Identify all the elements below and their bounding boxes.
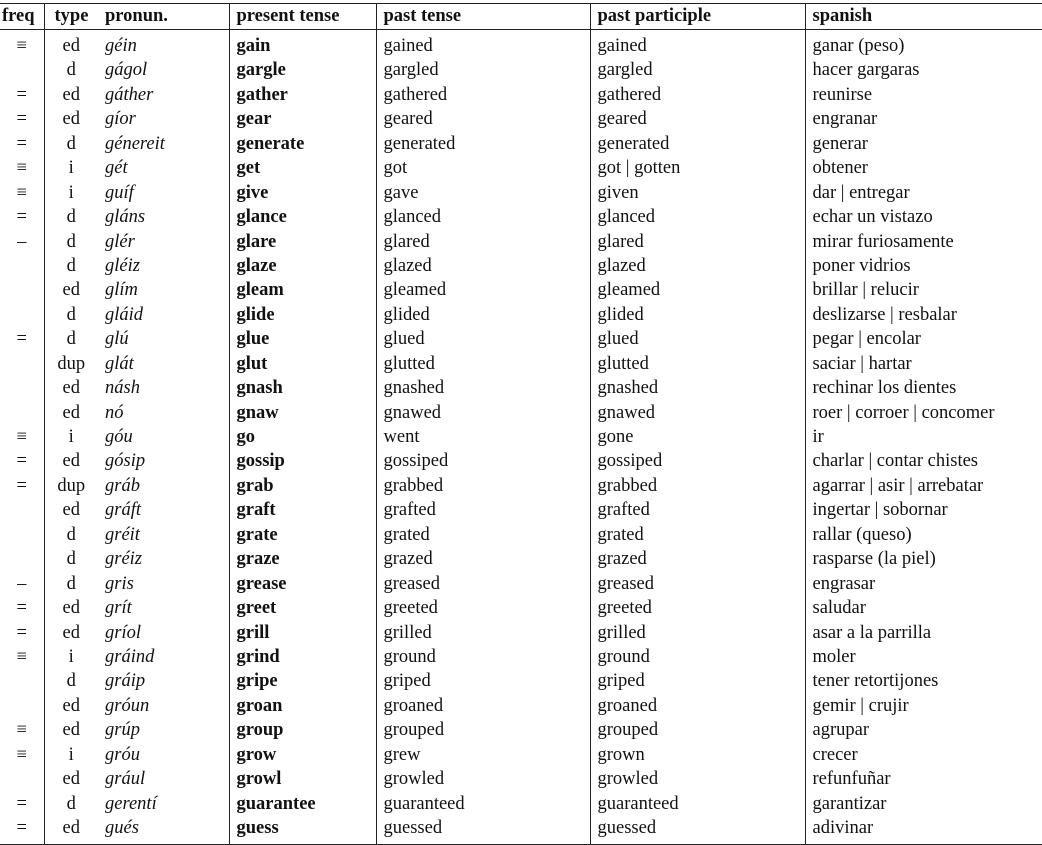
cell-present-tense: glaze [229,254,376,278]
cell-pronunciation: gét [98,156,229,180]
cell-freq: = [0,83,44,107]
cell-past-tense: grazed [376,547,590,571]
cell-past-participle: grated [590,523,805,547]
cell-present-tense: groan [229,694,376,718]
cell-spanish: agrupar [812,720,869,741]
cell-type: dup [57,353,86,374]
cell-type: ed [62,500,80,521]
cell-past-tense: gnawed [376,401,590,425]
cell-type: d [66,524,76,545]
cell-past-participle: given [590,181,805,205]
cell-past-participle: glanced [590,205,805,229]
cell-type: d [66,549,76,570]
cell-spanish: hacer gargaras [812,60,920,81]
cell-past-tense: glutted [376,352,590,376]
table-row [0,401,1042,425]
cell-freq: = [0,132,44,156]
cell-type: d [66,255,76,276]
table-row [0,743,1042,767]
cell-spanish: saludar [812,598,866,619]
cell-freq: ≡ [0,645,44,669]
cell-spanish: gemir | crujir [812,695,909,716]
cell-type: ed [62,769,80,790]
cell-type: d [66,671,76,692]
cell-past-tense: gleamed [376,278,590,302]
cell-present-tense: glance [229,205,376,229]
table-row [0,132,1042,156]
cell-type: ed [44,816,98,845]
table-row [0,327,1042,351]
cell-past-participle: griped [590,669,805,693]
cell-past-tense: grilled [376,621,590,645]
cell-past-participle: geared [590,107,805,131]
cell-past-tense: grated [376,523,590,547]
cell-freq [0,58,44,82]
table-row [0,498,1042,522]
cell-present-tense: glut [229,352,376,376]
cell-present-tense: gear [229,107,376,131]
cell-present-tense: glare [229,230,376,254]
table-row [0,156,1042,180]
cell-present-tense: gleam [229,278,376,302]
verb-conjugation-table [0,3,1042,845]
cell-spanish: generar [812,133,868,154]
cell-pronunciation: gráb [98,474,229,498]
header-past-participle: past participle [590,4,805,30]
cell-pronunciation: glát [98,352,229,376]
cell-present-tense: grab [229,474,376,498]
cell-pronunciation: gerentí [98,792,229,816]
table-row [0,547,1042,571]
cell-past-participle: glazed [590,254,805,278]
cell-present-tense: graft [229,498,376,522]
table-row [0,449,1042,473]
cell-pronunciation: gráip [98,669,229,693]
cell-past-tense: growled [376,767,590,791]
table-row [0,596,1042,620]
cell-type: ed [62,402,80,423]
cell-type: d [66,207,76,228]
cell-past-participle: gossiped [590,449,805,473]
cell-freq: ≡ [0,718,44,742]
header-past-tense: past tense [376,4,590,30]
cell-pronunciation: gráind [98,645,229,669]
table-row [0,694,1042,718]
cell-freq [0,401,44,425]
cell-past-participle: got | gotten [590,156,805,180]
table-row [0,352,1042,376]
table-row [0,83,1042,107]
cell-pronunciation: góu [98,425,229,449]
cell-freq: = [0,621,44,645]
cell-type: i [68,158,74,179]
cell-past-tense: grafted [376,498,590,522]
cell-past-participle: glutted [590,352,805,376]
cell-pronunciation: gláns [98,205,229,229]
cell-spanish: pegar | encolar [812,329,921,350]
cell-pronunciation: gráft [98,498,229,522]
header-spanish: spanish [805,4,1042,30]
table-row [0,30,1042,59]
cell-freq [0,376,44,400]
table-row [0,816,1042,845]
cell-past-tense: grew [376,743,590,767]
cell-freq: ≡ [0,30,44,59]
cell-present-tense: go [229,425,376,449]
table-row [0,278,1042,302]
cell-pronunciation: gués [98,816,229,845]
cell-spanish: crecer [812,744,858,765]
table-row [0,645,1042,669]
cell-past-tense: guaranteed [376,792,590,816]
cell-freq: = [0,816,44,845]
cell-spanish: adivinar [805,816,1042,845]
cell-freq [0,547,44,571]
cell-freq [0,254,44,278]
cell-spanish: ir [812,427,824,447]
cell-past-participle: gathered [590,83,805,107]
cell-past-tense: ground [376,645,590,669]
cell-pronunciation: grául [98,767,229,791]
cell-spanish: rechinar los dientes [812,378,957,399]
cell-past-participle: gnawed [590,401,805,425]
cell-present-tense: gain [229,30,376,59]
cell-past-tense: glided [376,303,590,327]
cell-spanish: ganar (peso) [812,36,905,56]
cell-present-tense: glue [229,327,376,351]
cell-freq: ≡ [0,181,44,205]
cell-type: d [66,304,76,325]
cell-pronunciation: gláid [98,303,229,327]
cell-freq: = [0,327,44,351]
header-type: type [44,4,98,30]
cell-pronunciation: glú [98,327,229,351]
table-row [0,181,1042,205]
table-row [0,376,1042,400]
cell-freq [0,669,44,693]
cell-past-tense: geared [376,107,590,131]
table-row [0,572,1042,596]
cell-present-tense: grill [229,621,376,645]
table-row [0,523,1042,547]
cell-spanish: dar | entregar [812,182,910,203]
cell-freq [0,278,44,302]
cell-type: d [66,133,76,154]
table-row [0,254,1042,278]
cell-type: ed [62,378,80,399]
cell-type: ed [62,622,80,643]
table-row [0,718,1042,742]
cell-past-participle: growled [590,767,805,791]
cell-past-participle: glued [590,327,805,351]
cell-type: d [66,231,76,252]
cell-spanish: reunirse [812,84,873,105]
cell-pronunciation: gáther [98,83,229,107]
cell-pronunciation: génereit [98,132,229,156]
cell-past-participle: grilled [590,621,805,645]
cell-pronunciation: géin [98,30,229,59]
table-row [0,107,1042,131]
cell-past-participle: grouped [590,718,805,742]
cell-spanish: obtener [812,158,868,179]
cell-present-tense: gather [229,83,376,107]
cell-spanish: refunfuñar [812,769,891,790]
cell-past-tense: grouped [376,718,590,742]
cell-past-participle: grazed [590,547,805,571]
cell-freq: = [0,596,44,620]
table-row [0,303,1042,327]
table-row [0,205,1042,229]
cell-freq: ≡ [0,743,44,767]
cell-past-participle: ground [590,645,805,669]
cell-spanish: mirar furiosamente [812,231,954,252]
cell-spanish: brillar | relucir [812,280,919,301]
cell-type: ed [62,451,80,472]
cell-pronunciation: guíf [98,181,229,205]
cell-freq: = [0,205,44,229]
cell-type: ed [62,280,80,301]
cell-past-participle: greeted [590,596,805,620]
cell-spanish: rasparse (la piel) [812,549,936,570]
cell-past-tense: guessed [376,816,590,845]
cell-present-tense: growl [229,767,376,791]
cell-pronunciation: gríol [98,621,229,645]
table-row [0,230,1042,254]
cell-spanish: roer | corroer | concomer [812,402,995,423]
cell-type: i [68,646,74,667]
cell-past-participle: grown [590,743,805,767]
cell-spanish: echar un vistazo [812,207,933,228]
cell-present-tense: grow [229,743,376,767]
cell-freq [0,767,44,791]
cell-freq [0,523,44,547]
cell-spanish: agarrar | asir | arrebatar [812,475,984,496]
table-row [0,767,1042,791]
header-row [0,4,1042,30]
cell-pronunciation: gris [98,572,229,596]
cell-type: ed [62,84,80,105]
cell-past-tense: groaned [376,694,590,718]
cell-present-tense: gnaw [229,401,376,425]
cell-past-tense: gained [376,30,590,59]
cell-past-participle: greased [590,572,805,596]
cell-type: ed [62,36,80,56]
cell-pronunciation: grít [98,596,229,620]
cell-past-tense: gargled [376,58,590,82]
cell-freq [0,694,44,718]
cell-spanish: ingertar | sobornar [812,500,948,521]
cell-type: i [68,427,74,447]
cell-past-tense: glued [376,327,590,351]
cell-pronunciation: nó [98,401,229,425]
cell-past-participle: gained [590,30,805,59]
cell-past-tense: glanced [376,205,590,229]
cell-spanish: moler [812,646,856,667]
cell-past-participle: grafted [590,498,805,522]
cell-pronunciation: gréiz [98,547,229,571]
cell-present-tense: group [229,718,376,742]
cell-type: d [66,793,76,814]
cell-past-participle: groaned [590,694,805,718]
cell-pronunciation: násh [98,376,229,400]
cell-past-participle: glared [590,230,805,254]
cell-past-participle: gnashed [590,376,805,400]
cell-type: ed [62,598,80,619]
cell-type: i [68,182,74,203]
cell-pronunciation: gágol [98,58,229,82]
cell-past-participle: generated [590,132,805,156]
table-body [0,30,1042,845]
cell-pronunciation: gróu [98,743,229,767]
cell-spanish: asar a la parrilla [812,622,932,643]
cell-freq: = [0,449,44,473]
cell-pronunciation: gréit [98,523,229,547]
cell-type: d [66,573,76,594]
cell-present-tense: glide [229,303,376,327]
cell-pronunciation: gíor [98,107,229,131]
table-row [0,621,1042,645]
cell-freq: ≡ [0,156,44,180]
cell-freq: = [0,474,44,498]
cell-spanish: charlar | contar chistes [812,451,978,472]
cell-past-tense: glazed [376,254,590,278]
cell-past-tense: gnashed [376,376,590,400]
cell-past-tense: greased [376,572,590,596]
cell-present-tense: grind [229,645,376,669]
cell-type: ed [62,695,80,716]
verb-table-container [0,3,1042,845]
cell-spanish: deslizarse | resbalar [812,304,957,325]
cell-past-tense: generated [376,132,590,156]
cell-pronunciation: gróun [98,694,229,718]
cell-past-tense: greeted [376,596,590,620]
cell-freq: – [0,230,44,254]
table-row [0,58,1042,82]
cell-past-participle: guessed [590,816,805,845]
cell-type: i [68,744,74,765]
cell-present-tense: guess [229,816,376,845]
cell-pronunciation: glér [98,230,229,254]
cell-past-tense: got [376,156,590,180]
cell-past-participle: gleamed [590,278,805,302]
cell-spanish: rallar (queso) [812,524,912,545]
table-row [0,425,1042,449]
cell-present-tense: guarantee [229,792,376,816]
cell-freq: = [0,107,44,131]
cell-freq [0,303,44,327]
cell-present-tense: greet [229,596,376,620]
cell-present-tense: graze [229,547,376,571]
cell-present-tense: gossip [229,449,376,473]
cell-spanish: engranar [812,109,878,130]
cell-past-tense: gave [376,181,590,205]
cell-freq [0,352,44,376]
cell-freq: – [0,572,44,596]
header-present-tense: present tense [229,4,376,30]
cell-pronunciation: gósip [98,449,229,473]
cell-present-tense: grate [229,523,376,547]
cell-spanish: poner vidrios [812,255,911,276]
cell-present-tense: grease [229,572,376,596]
cell-past-participle: glided [590,303,805,327]
cell-past-tense: griped [376,669,590,693]
cell-past-tense: went [376,425,590,449]
cell-type: ed [62,720,80,741]
cell-past-tense: grabbed [376,474,590,498]
cell-spanish: saciar | hartar [812,353,912,374]
table-row [0,474,1042,498]
cell-past-participle: guaranteed [590,792,805,816]
header-pronunciation: pronun. [98,4,229,30]
table-row [0,669,1042,693]
cell-past-tense: gossiped [376,449,590,473]
cell-present-tense: give [229,181,376,205]
header-freq: freq [0,4,44,30]
cell-pronunciation: gléiz [98,254,229,278]
cell-spanish: engrasar [812,573,876,594]
cell-present-tense: generate [229,132,376,156]
cell-past-participle: gargled [590,58,805,82]
cell-past-tense: glared [376,230,590,254]
cell-past-participle: grabbed [590,474,805,498]
cell-type: d [66,60,76,81]
cell-freq: ≡ [0,425,44,449]
cell-present-tense: get [229,156,376,180]
cell-pronunciation: grúp [98,718,229,742]
cell-type: dup [57,475,86,496]
cell-present-tense: gnash [229,376,376,400]
cell-freq [0,498,44,522]
cell-past-participle: gone [590,425,805,449]
cell-spanish: garantizar [812,793,887,814]
cell-present-tense: gripe [229,669,376,693]
table-row [0,792,1042,816]
cell-type: d [66,329,76,350]
cell-type: ed [62,109,80,130]
cell-pronunciation: glím [98,278,229,302]
cell-freq: = [0,792,44,816]
cell-past-tense: gathered [376,83,590,107]
cell-present-tense: gargle [229,58,376,82]
cell-spanish: tener retortijones [812,671,939,692]
